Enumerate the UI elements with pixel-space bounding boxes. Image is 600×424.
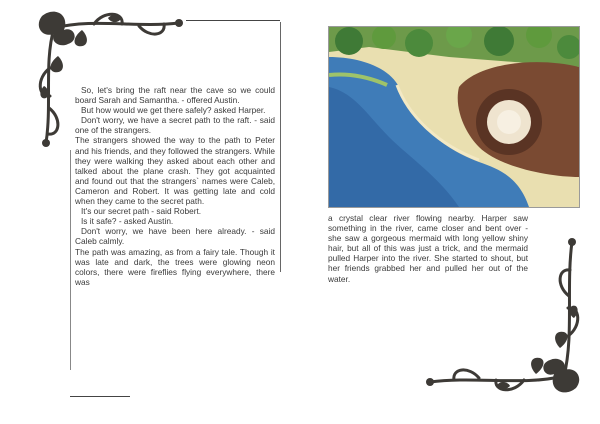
floral-corner-ornament-icon: [424, 236, 584, 396]
story-paragraph: It's our secret path - said Robert.: [81, 206, 202, 217]
story-paragraph: Is it safe? - asked Austin.: [81, 216, 174, 227]
left-vertical-rule: [70, 150, 71, 370]
story-paragraph: Don't worry, we have a secret path to the raft. - said one of the strangers.: [75, 115, 275, 136]
story-paragraph: The path was amazing, as from a fairy tale. Though it was late and dark, the trees were glowing neon colors, there were fireflies flying everywhere, there was: [75, 246, 275, 287]
story-paragraph: The strangers showed the way to the path to Peter and his friends, and they followed the strangers. While they were walking they asked about each other and talked about the plane crash. They got acquainted and found out that the strangers` names were Caleb, Cameron and Robert. It was getting late and cold when they came to the secret path.: [75, 135, 275, 207]
left-story-text: [75, 85, 275, 287]
cave-river-illustration: [328, 26, 580, 208]
story-paragraph: But how would we get there safely? asked Harper.: [81, 105, 266, 116]
story-paragraph: Don't worry, we have been here already. - said Caleb calmly.: [75, 226, 275, 247]
story-paragraph: So, let's bring the raft near the cave so we could board Sarah and Samantha. - offered Austin.: [75, 85, 275, 106]
top-rule: [186, 20, 280, 21]
story-paragraph: a crystal clear river flowing nearby. Harper saw something in the river, came closer and bent over - she saw a gorgeous mermaid with long yellow shiny hair, but all of this was just a trick, and the mermaid pulled Harper into the river. She started to shout, but her friends grabbed her and pulled her out of the water.: [328, 213, 528, 284]
bottom-rule: [70, 396, 130, 397]
right-vertical-rule: [280, 22, 281, 272]
